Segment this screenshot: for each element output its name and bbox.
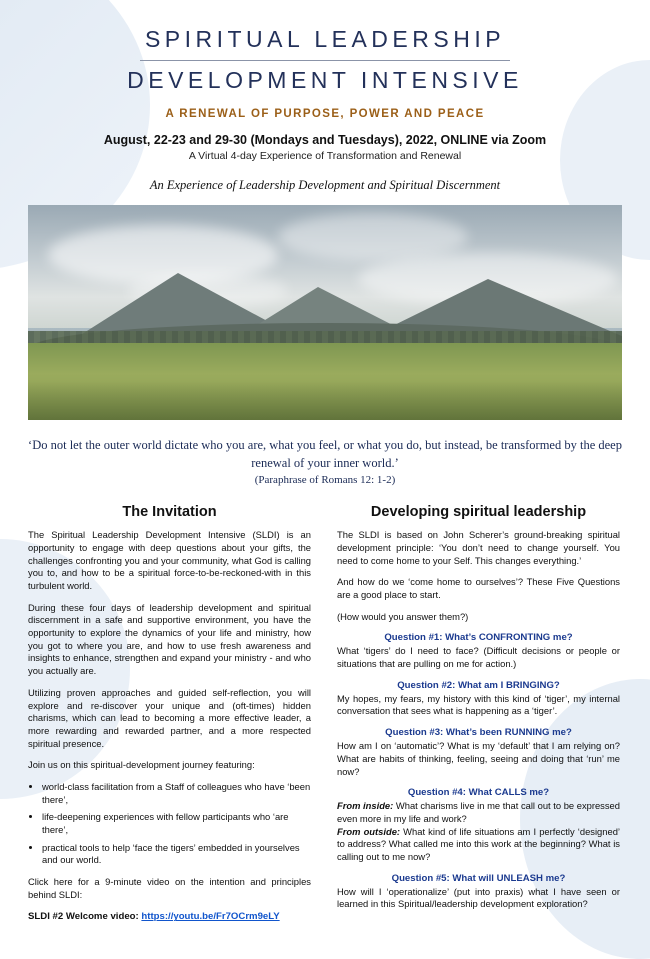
five-questions-prompt: (How would you answer them?) xyxy=(337,610,469,622)
question-5-body: How will I ‘operationalize’ (put into praxis) what I have seen or learned in this Spiritual/leadership development exploration? xyxy=(337,885,620,910)
invitation-paragraph-2: During these four days of leadership development and spiritual discernment in a safe and supportive environment, you have the opportunity to explore the dynamics of your life and ministry, how you got to where you are, and how to use fresh awareness and insights to enhance, strengthen and expand your ministry - and who you actually are. xyxy=(28,601,311,677)
question-1-body: What ‘tigers’ do I need to face? (Difficult decisions or people or situations that are pulling on me for action.) xyxy=(337,645,620,670)
welcome-video-link[interactable]: https://youtu.be/Fr7OCrm9eLY xyxy=(141,911,280,923)
question-4-outside-label: From outside: xyxy=(337,825,401,837)
question-5-heading: Question #5: What will UNLEASH me? xyxy=(391,872,566,884)
question-4-body xyxy=(337,800,620,863)
invitation-video-intro: Click here for a 9-minute video on the intention and principles behind SLDI: xyxy=(28,876,311,900)
title-divider xyxy=(140,60,510,61)
title-block xyxy=(28,0,622,193)
left-column-heading: The Invitation xyxy=(122,504,217,521)
question-2-body: My hopes, my fears, my history with this kind of ‘tiger’, my internal conversation that sees what is happening as a ‘tiger’. xyxy=(337,692,620,717)
page-subtitle: A RENEWAL OF PURPOSE, POWER AND PEACE xyxy=(165,108,485,120)
body-columns xyxy=(28,504,622,922)
hero-cloud xyxy=(278,213,468,261)
invitation-feature-list xyxy=(28,781,311,867)
question-4-outside-text: What kind of life situations am I perfectly ‘designed’ to address? What called me into this work at the beginning? What is calling out to me now? xyxy=(337,825,620,862)
list-item: • life-deepening experiences with fellow participants who ‘are there’, xyxy=(42,811,311,836)
right-column xyxy=(337,504,620,922)
page-title-line-1: SPIRITUAL LEADERSHIP xyxy=(144,26,506,52)
invitation-paragraph-4: Join us on this spiritual-development journey featuring: xyxy=(28,759,255,771)
left-column xyxy=(28,504,311,922)
question-4-inside-label: From inside: xyxy=(337,800,394,812)
page-title-line-2: DEVELOPMENT INTENSIVE xyxy=(127,67,523,93)
question-3-body: How am I on ‘automatic’? What is my ‘default’ that I am relying on? What are habits of thinking, feeling, seeing and doing that ‘run’ me now? xyxy=(337,740,620,777)
event-format-line: A Virtual 4-day Experience of Transformation and Renewal xyxy=(188,150,462,162)
five-questions-intro: And how do we ‘come home to ourselves’? These Five Questions are a good place to start. xyxy=(337,576,620,600)
question-1-heading: Question #1: What’s CONFRONTING me? xyxy=(384,632,573,644)
spiritual-principle-paragraph: The SLDI is based on John Scherer’s ground-breaking spiritual development principle: ‘You don’t need to change yourself. You need to come home to your Self. This changes everything.’ xyxy=(337,529,620,566)
invitation-paragraph-3: Utilizing proven approaches and guided self-reflection, you will explore and re-discover your unique and (oft-times) hidden charisms, which can lead to becoming a more effective leader, a more rewarding and rewarded partner, and a more respected spiritual presence. xyxy=(28,686,311,749)
question-4-heading: Question #4: What CALLS me? xyxy=(407,787,550,799)
scripture-quote-reference: (Paraphrase of Romans 12: 1-2) xyxy=(254,474,396,487)
question-4-inside-text: What charisms live in me that call out to be expressed even more in my life and work? xyxy=(337,800,620,824)
welcome-video-line xyxy=(28,911,311,922)
right-column-heading: Developing spiritual leadership xyxy=(370,504,587,521)
question-2-heading: Question #2: What am I BRINGING? xyxy=(397,679,560,691)
list-item: • practical tools to help ‘face the tigers’ embedded in yourselves and our world. xyxy=(42,842,311,867)
scripture-quote-text: ‘Do not let the outer world dictate who you are, what you feel, or what you do, but instead, be transformed by the deep renewal of your inner world.’ xyxy=(28,438,622,471)
hero-landscape-image xyxy=(28,205,622,420)
event-tagline: An Experience of Leadership Development and Spiritual Discernment xyxy=(149,178,501,192)
list-item: • world-class facilitation from a Staff of colleagues who have ‘been there’, xyxy=(42,781,311,806)
welcome-video-label: SLDI #2 Welcome video: xyxy=(28,911,139,923)
scripture-quote xyxy=(28,436,622,472)
invitation-paragraph-1: The Spiritual Leadership Development Intensive (SLDI) is an opportunity to engage with deep questions about your gifts, the challenges confronting you and your community, what God is calling you to, and how to be a spiritual force-to-be-reckoned-with in this turbulent world. xyxy=(28,529,311,591)
question-3-heading: Question #3: What’s been RUNNING me? xyxy=(385,727,572,739)
hero-field-shadow xyxy=(28,381,622,420)
event-date-line: August, 22-23 and 29-30 (Mondays and Tuesdays), 2022, ONLINE via Zoom xyxy=(103,133,547,147)
